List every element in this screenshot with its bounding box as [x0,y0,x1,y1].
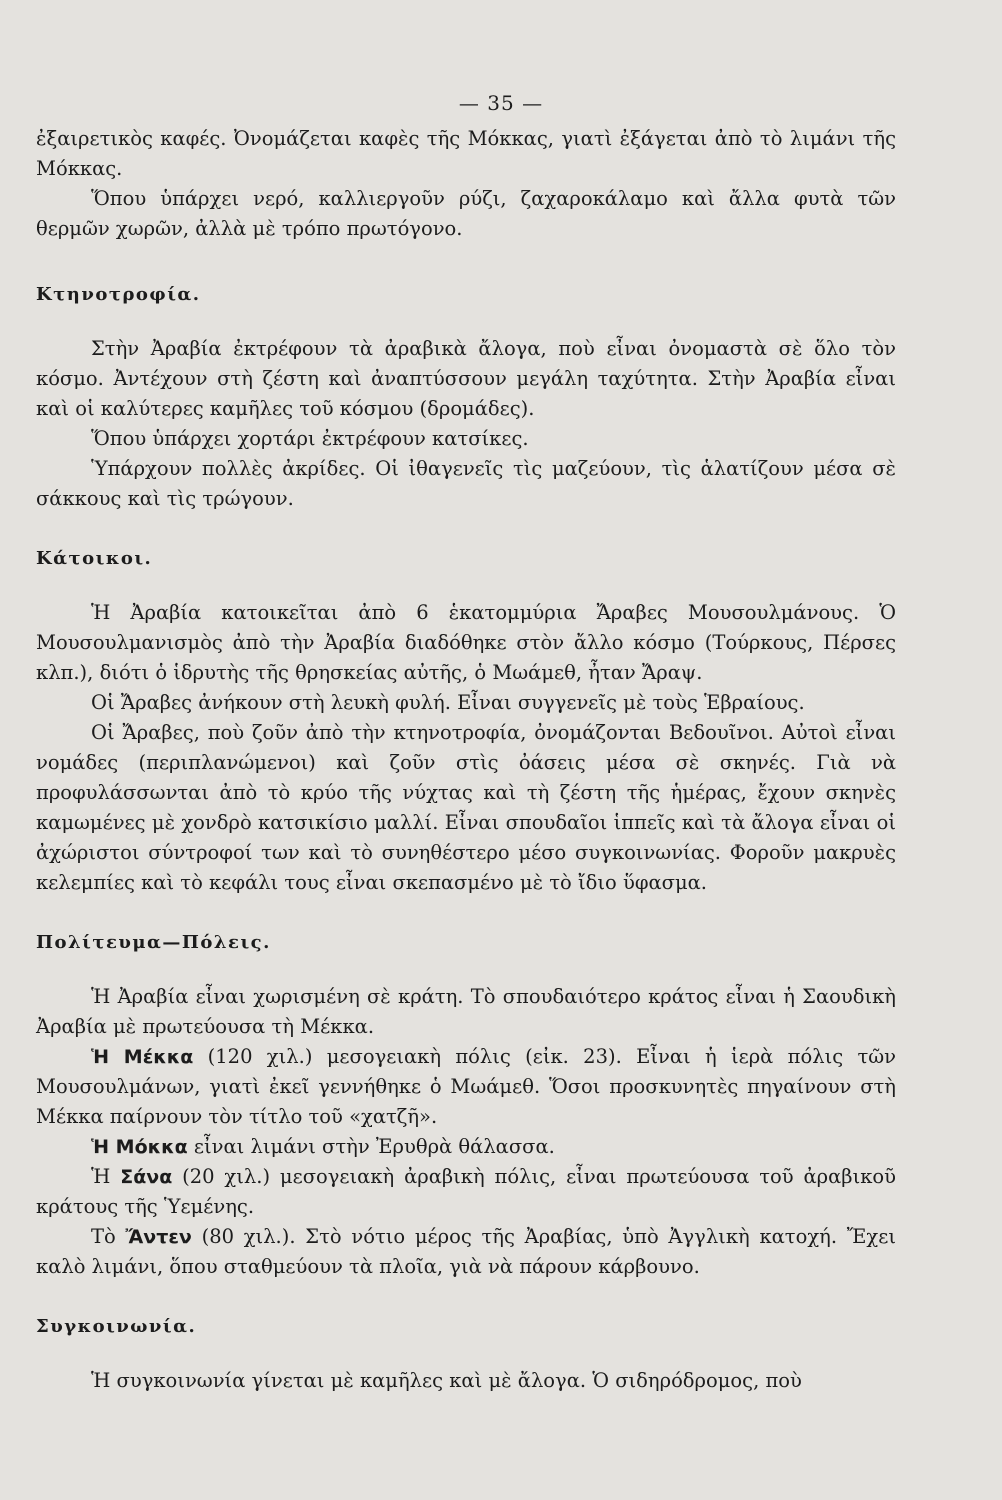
livestock-paragraph: Ὅπου ὑπάρχει χορτάρι ἐκτρέφουν κατσίκες. [91,427,529,450]
polity-paragraph: Ἡ Ἀραβία εἶναι χωρισμένη σὲ κράτη. Τὸ σπουδαιότερο κράτος εἶναι ἡ Σαουδικὴ Ἀραβία μὲ πρωτεύουσα τὴ Μέκκα. [36,985,896,1038]
livestock-paragraph: Ὑπάρχουν πολλὲς ἀκρίδες. Οἱ ἰθαγενεῖς τὶς μαζεύουν, τὶς ἁλατίζουν μέσα σὲ σάκκους καὶ τὶς τρώγουν. [36,457,896,510]
city-entry-sana [36,1162,896,1222]
city-text-sana: (20 χιλ.) μεσογειακὴ ἀραβικὴ πόλις, εἶναι πρωτεύουσα τοῦ ἀραβικοῦ κράτους τῆς Ὑεμένης. [36,1165,897,1218]
city-text-aden: (80 χιλ.). Στὸ νότιο μέρος τῆς Ἀραβίας, ὑπὸ Ἀγγλικὴ κατοχή. Ἔχει καλὸ λιμάνι, ὅπου σταθμεύουν τὰ πλοῖα, γιὰ νὰ πάρουν κάρβουνο. [36,1225,896,1278]
city-prefix-sana: Ἡ [91,1165,121,1188]
city-entry-mocha [36,1132,896,1162]
city-entry-mecca [36,1042,896,1132]
city-name-mecca: Ἡ Μέκκα [91,1046,194,1068]
inhabitants-paragraph: Ἡ Ἀραβία κατοικεῖται ἀπὸ 6 ἑκατομμύρια Ἄραβες Μουσουλμάνους. Ὁ Μουσουλμανισμὸς ἀπὸ τὴν Ἀραβία διαδόθηκε στὸν ἄλλο κόσμο (Τούρκους, Πέρσες κλπ.), διότι ὁ ἱδρυτὴς τῆς θρησκείας αὐτῆς, ὁ Μωάμεθ, ἦταν Ἄραψ. [36,601,896,684]
section-heading-livestock: Κτηνοτροφία. [36,284,201,305]
city-name-aden: Ἄντεν [125,1226,192,1248]
intro-paragraph: ἐξαιρετικὸς καφές. Ὀνομάζεται καφὲς τῆς Μόκκας, γιατὶ ἐξάγεται ἀπὸ τὸ λιμάνι τῆς Μόκκας. [36,127,896,180]
communication-paragraph: Ἡ συγκοινωνία γίνεται μὲ καμῆλες καὶ μὲ ἄλογα. Ὁ σιδηρόδρομος, ποὺ [91,1369,802,1392]
inhabitants-paragraph: Οἱ Ἄραβες ἀνήκουν στὴ λευκὴ φυλή. Εἶναι συγγενεῖς μὲ τοὺς Ἑβραίους. [91,691,805,714]
section-heading-inhabitants: Κάτοικοι. [36,548,153,569]
page-number: — 35 — [458,91,544,115]
city-prefix-aden: Τὸ [91,1225,126,1248]
section-heading-polity-cities: Πολίτευμα—Πόλεις. [36,932,271,953]
inhabitants-paragraph: Οἱ Ἄραβες, ποὺ ζοῦν ἀπὸ τὴν κτηνοτροφία, ὀνομάζονται Βεδουῖνοι. Αὐτοὶ εἶναι νομάδες (περιπλανώμενοι) καὶ ζοῦν στὶς ὀάσεις μέσα σὲ σκηνές. Γιὰ νὰ προφυλάσσωνται ἀπὸ τὸ κρύο τῆς νύχτας καὶ τὴ ζέστη τῆς ἡμέρας, ἔχουν σκηνὲς καμωμένες μὲ χονδρὸ κατσικίσιο μαλλί. Εἶναι σπουδαῖοι ἱππεῖς καὶ τὰ ἄλογα εἶναι οἱ ἀχώριστοι σύντροφοί των καὶ τὸ συνηθέστερο μέσο συγκοινωνίας. Φοροῦν μακρυὲς κελεμπίες καὶ τὸ κεφάλι τους εἶναι σκεπασμένο μὲ τὸ ἴδιο ὕφασμα. [36,721,896,894]
city-entry-aden [36,1222,896,1282]
city-text-mecca: (120 χιλ.) μεσογειακὴ πόλις (εἰκ. 23). Εἶναι ἡ ἱερὰ πόλις τῶν Μουσουλμάνων, γιατὶ ἐκεῖ γεννήθηκε ὁ Μωάμεθ. Ὅσοι προσκυνητὲς πηγαίνουν στὴ Μέκκα παίρνουν τὸν τίτλο τοῦ «χατζῆ». [36,1045,896,1128]
intro-paragraph: Ὅπου ὑπάρχει νερό, καλλιεργοῦν ρύζι, ζαχαροκάλαμο καὶ ἄλλα φυτὰ τῶν θερμῶν χωρῶν, ἀλλὰ μὲ τρόπο πρωτόγονο. [36,187,896,240]
city-name-mocha: Ἡ Μόκκα [91,1136,188,1158]
page-body [36,124,896,1396]
city-text-mocha: εἶναι λιμάνι στὴν Ἐρυθρὰ θάλασσα. [187,1135,555,1158]
livestock-paragraph: Στὴν Ἀραβία ἐκτρέφουν τὰ ἀραβικὰ ἄλογα, ποὺ εἶναι ὀνομαστὰ σὲ ὅλο τὸν κόσμο. Ἀντέχουν στὴ ζέστη καὶ ἀναπτύσσουν μεγάλη ταχύτητα. Στὴν Ἀραβία εἶναι καὶ οἱ καλύτερες καμῆλες τοῦ κόσμου (δρομάδες). [36,337,896,420]
section-heading-communication: Συγκοινωνία. [36,1316,197,1337]
city-name-sana: Σάνα [120,1166,173,1188]
